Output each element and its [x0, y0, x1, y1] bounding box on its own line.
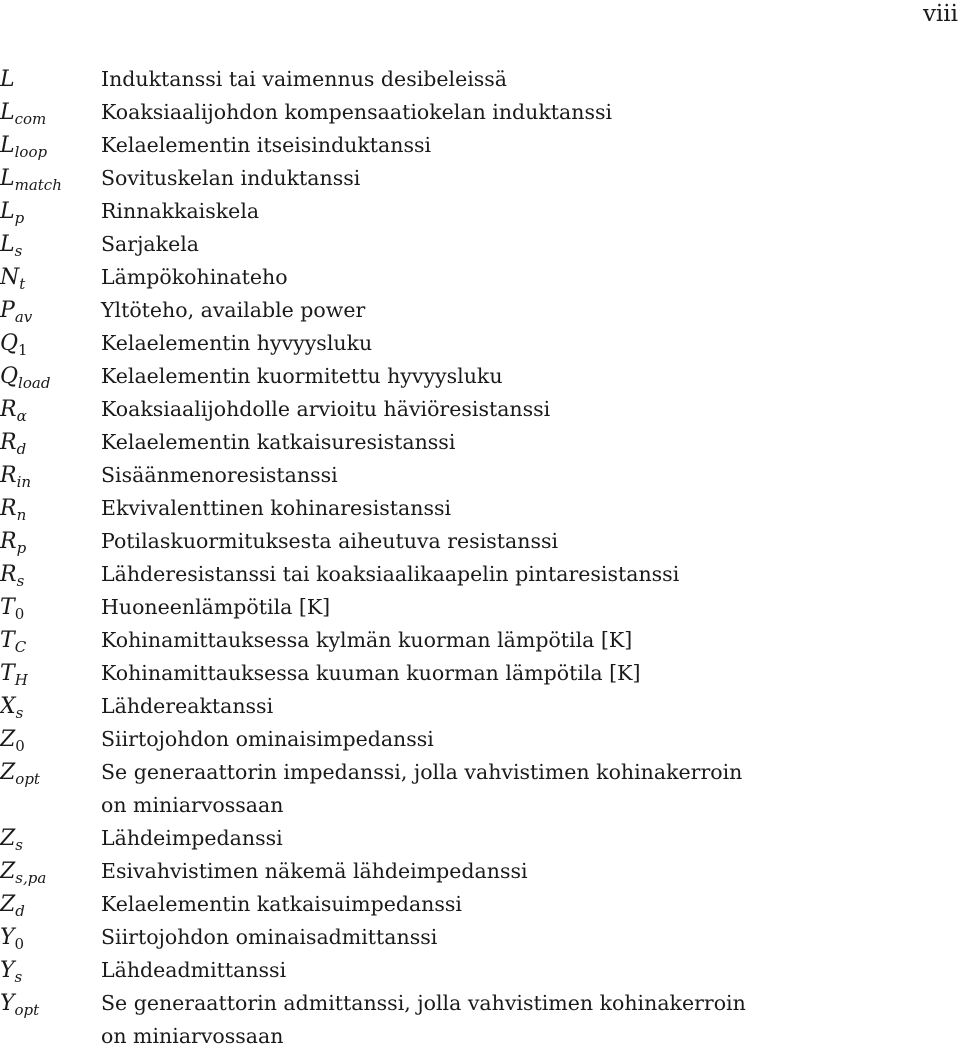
symbol: [0, 855, 101, 888]
symbol-description: [101, 855, 528, 888]
symbol-base: L: [0, 100, 15, 125]
symbol-entry: [0, 327, 960, 360]
symbol-subscript: 0: [14, 935, 25, 953]
symbol-description: [101, 756, 742, 822]
symbol: [0, 228, 101, 261]
description-line: Esivahvistimen näkemä lähdeimpedanssi: [101, 859, 528, 883]
symbol-base: Z: [0, 892, 16, 917]
symbol-base: R: [0, 496, 17, 521]
symbol-description: [101, 954, 286, 987]
description-line: Lähderesistanssi tai koaksiaalikaapelin pintaresistanssi: [101, 562, 680, 586]
symbol: [0, 954, 101, 987]
symbol-description: [101, 162, 360, 195]
symbol-entry: [0, 162, 960, 195]
symbol: [0, 987, 101, 1020]
symbol-subscript: t: [19, 275, 26, 293]
symbol-base: R: [0, 562, 17, 587]
symbol-entry: [0, 261, 960, 294]
symbol-subscript: opt: [15, 770, 40, 788]
symbol-subscript: H: [14, 671, 28, 689]
symbol: [0, 525, 101, 558]
symbol: [0, 591, 101, 624]
symbol-subscript: 0: [15, 737, 25, 755]
symbol-subscript: p: [16, 539, 27, 557]
symbol-entry: [0, 756, 960, 822]
symbol-subscript: 0: [14, 605, 25, 623]
symbol-description: [101, 921, 437, 954]
symbol-subscript: d: [16, 440, 27, 458]
symbol-description: [101, 525, 558, 558]
description-line: Se generaattorin admittanssi, jolla vahvistimen kohinakerroin: [101, 991, 746, 1015]
symbol-entry: [0, 855, 960, 888]
symbol-description: [101, 96, 612, 129]
symbol: [0, 360, 101, 393]
description-line: Ekvivalenttinen kohinaresistanssi: [101, 496, 452, 520]
symbol-description: [101, 261, 288, 294]
symbol-base: Q: [0, 364, 19, 389]
symbol-base: Z: [0, 760, 16, 785]
symbol-entry: [0, 294, 960, 327]
symbol-entry: [0, 558, 960, 591]
symbol: [0, 195, 101, 228]
symbol-entry: [0, 525, 960, 558]
description-line: Potilaskuormituksesta aiheutuva resistanssi: [101, 529, 559, 553]
symbol-description: [101, 624, 632, 657]
symbol-subscript: loop: [14, 143, 48, 161]
symbol-subscript: s: [15, 704, 24, 722]
description-line: Kohinamittauksessa kuuman kuorman lämpötila [K]: [101, 661, 641, 685]
symbol-entry: [0, 690, 960, 723]
symbol-description: [101, 690, 273, 723]
symbol-subscript: in: [16, 473, 32, 491]
description-line: Sarjakela: [101, 232, 199, 256]
symbol-entry: [0, 888, 960, 921]
symbol-base: T: [0, 661, 15, 686]
symbol-description: [101, 558, 679, 591]
description-line: Induktanssi tai vaimennus desibeleissä: [101, 67, 508, 91]
symbol-base: L: [0, 133, 15, 158]
description-line: Koaksiaalijohdolle arvioitu häviöresistanssi: [101, 397, 551, 421]
symbol: [0, 822, 101, 855]
symbol-description: [101, 63, 507, 96]
symbol-entry: [0, 987, 960, 1053]
symbol-base: Y: [0, 925, 15, 950]
symbol: [0, 492, 101, 525]
symbol-description: [101, 360, 503, 393]
symbol-base: L: [0, 199, 15, 224]
symbol-entry: [0, 492, 960, 525]
symbol-description: [101, 657, 640, 690]
symbol-description: [101, 822, 283, 855]
symbol-subscript: s,pa: [15, 869, 47, 887]
symbol-subscript: s: [16, 572, 25, 590]
description-line: on miniarvossaan: [101, 1024, 284, 1048]
symbol-subscript: av: [14, 308, 33, 326]
symbol-description: [101, 459, 338, 492]
description-line: Siirtojohdon ominaisimpedanssi: [101, 727, 434, 751]
symbol-description: [101, 228, 199, 261]
description-line: Kohinamittauksessa kylmän kuorman lämpötila [K]: [101, 628, 633, 652]
symbol-description: [101, 195, 259, 228]
symbol: [0, 426, 101, 459]
symbol-subscript: p: [14, 209, 25, 227]
description-line: Kelaelementin hyvyysluku: [101, 331, 373, 355]
symbol-entry: [0, 723, 960, 756]
symbol: [0, 327, 101, 360]
description-line: Koaksiaalijohdon kompensaatiokelan induktanssi: [101, 100, 613, 124]
symbol-description: [101, 294, 365, 327]
symbol-entry: [0, 228, 960, 261]
symbol-base: Y: [0, 958, 15, 983]
symbol-base: R: [0, 463, 17, 488]
symbol-base: Y: [0, 991, 15, 1016]
symbol-base: Z: [0, 826, 16, 851]
description-line: Lähdereaktanssi: [101, 694, 274, 718]
symbol: [0, 624, 101, 657]
symbol-base: P: [0, 298, 15, 323]
symbol-entry: [0, 129, 960, 162]
symbol-description: [101, 987, 746, 1053]
symbol-subscript: match: [14, 176, 62, 194]
description-line: Kelaelementin katkaisuimpedanssi: [101, 892, 462, 916]
symbol-subscript: opt: [14, 1001, 40, 1019]
description-line: Kelaelementin itseisinduktanssi: [101, 133, 432, 157]
symbol-subscript: s: [14, 968, 23, 986]
symbol-subscript: s: [15, 836, 23, 854]
description-line: Sisäänmenoresistanssi: [101, 463, 338, 487]
symbol-base: R: [0, 397, 17, 422]
symbol: [0, 294, 101, 327]
symbol-entry: [0, 591, 960, 624]
symbol-entry: [0, 426, 960, 459]
symbol-base: T: [0, 595, 15, 620]
description-line: Sovituskelan induktanssi: [101, 166, 361, 190]
symbol: [0, 96, 101, 129]
symbol-description: [101, 327, 372, 360]
description-line: Rinnakkaiskela: [101, 199, 260, 223]
symbol-subscript: 1: [18, 341, 28, 359]
symbol-base: L: [0, 232, 15, 257]
symbol-entry: [0, 459, 960, 492]
description-line: Yltöteho, available power: [101, 298, 366, 322]
description-line: Siirtojohdon ominaisadmittanssi: [101, 925, 438, 949]
symbol-base: Z: [0, 727, 16, 752]
description-line: Kelaelementin katkaisuresistanssi: [101, 430, 456, 454]
symbol-base: X: [0, 694, 16, 719]
symbol: [0, 393, 101, 426]
symbol-entry: [0, 921, 960, 954]
description-line: Kelaelementin kuormitettu hyvyysluku: [101, 364, 503, 388]
symbol-subscript: d: [15, 902, 25, 920]
symbol-entry: [0, 954, 960, 987]
symbol-subscript: s: [14, 242, 23, 260]
description-line: Lähdeadmittanssi: [101, 958, 287, 982]
symbol-description: [101, 492, 451, 525]
symbol-subscript: n: [16, 506, 27, 524]
symbol-description: [101, 393, 550, 426]
symbol-entry: [0, 360, 960, 393]
symbol: [0, 888, 101, 921]
symbol-entry: [0, 657, 960, 690]
symbol-entry: [0, 624, 960, 657]
symbol: [0, 558, 101, 591]
symbol: [0, 756, 101, 789]
symbol-base: R: [0, 529, 17, 554]
symbol-entry: [0, 393, 960, 426]
description-line: on miniarvossaan: [101, 793, 284, 817]
symbol: [0, 921, 101, 954]
symbol-base: R: [0, 430, 17, 455]
symbol-description: [101, 129, 431, 162]
symbol: [0, 657, 101, 690]
symbol-base: Q: [0, 331, 19, 356]
symbol: [0, 723, 101, 756]
symbol-entry: [0, 96, 960, 129]
symbol-entry: [0, 63, 960, 96]
symbol-base: L: [0, 166, 15, 191]
symbol-base: Z: [0, 859, 16, 884]
symbol-subscript: α: [16, 407, 27, 425]
symbol-subscript: com: [14, 110, 47, 128]
symbol: [0, 162, 101, 195]
description-line: Lämpökohinateho: [101, 265, 288, 289]
symbol: [0, 63, 101, 96]
description-line: Huoneenlämpötila [K]: [101, 595, 331, 619]
symbol-description: [101, 426, 455, 459]
symbol: [0, 690, 101, 723]
symbol-base: N: [0, 265, 20, 290]
symbol-description: [101, 723, 434, 756]
symbol-entry: [0, 822, 960, 855]
symbol: [0, 261, 101, 294]
page-number: viii: [922, 1, 958, 27]
symbol-subscript: C: [14, 638, 27, 656]
symbol-description: [101, 888, 462, 921]
symbol: [0, 459, 101, 492]
description-line: Lähdeimpedanssi: [101, 826, 283, 850]
symbol-entry: [0, 195, 960, 228]
symbol-list: [0, 63, 960, 1053]
symbol: [0, 129, 101, 162]
symbol-base: L: [0, 67, 15, 92]
symbol-base: T: [0, 628, 15, 653]
symbol-description: [101, 591, 330, 624]
symbol-subscript: load: [18, 374, 51, 392]
description-line: Se generaattorin impedanssi, jolla vahvistimen kohinakerroin: [101, 760, 743, 784]
